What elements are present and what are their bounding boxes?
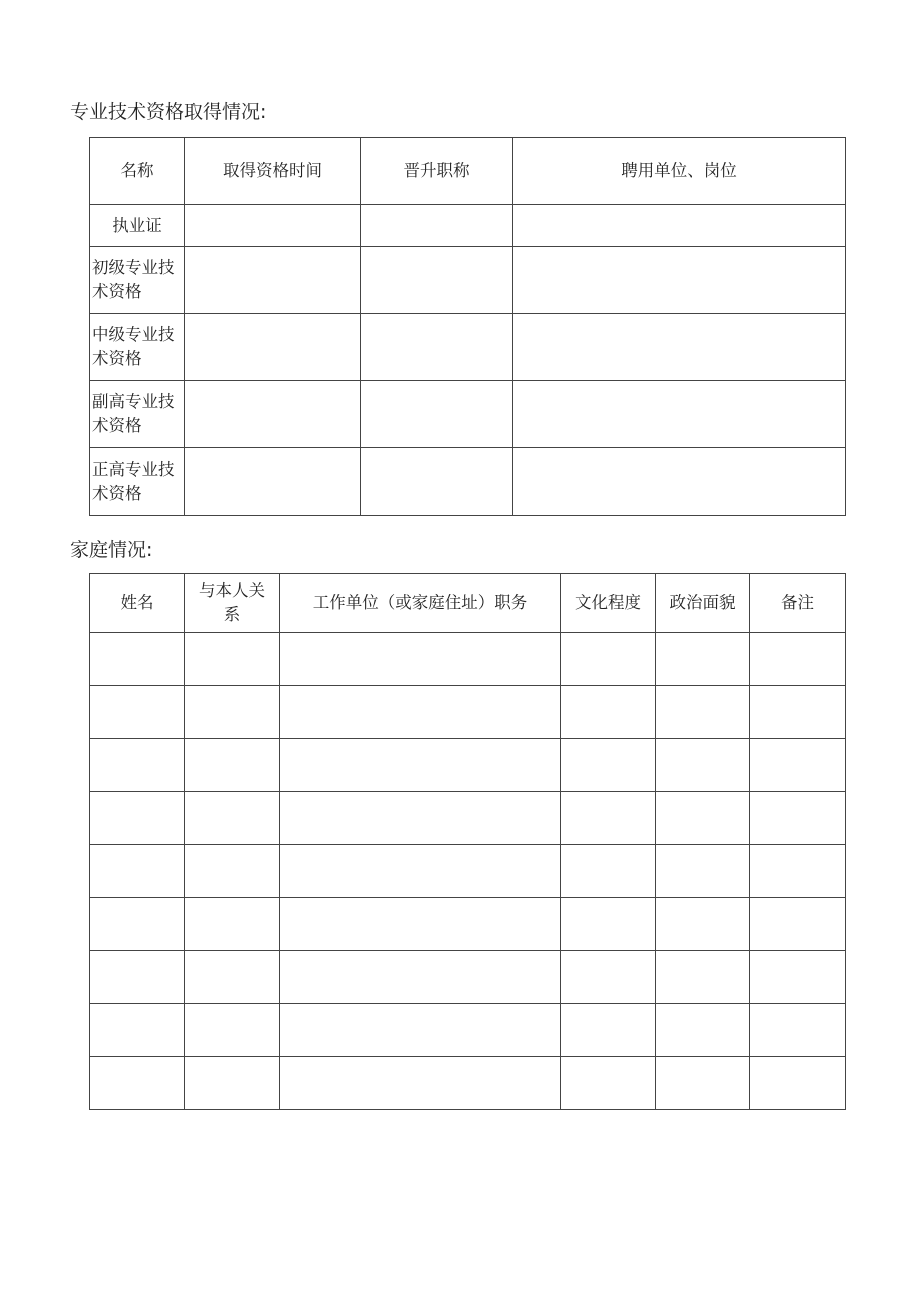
input-cell[interactable] — [280, 898, 561, 951]
input-cell[interactable] — [185, 314, 361, 381]
input-cell[interactable] — [361, 448, 513, 516]
table-row — [90, 247, 846, 314]
input-cell[interactable] — [185, 686, 280, 739]
qualification-name: 副高专业技术资格 — [90, 381, 185, 448]
table-row — [90, 951, 846, 1004]
input-cell[interactable] — [185, 1057, 280, 1110]
table-row — [90, 633, 846, 686]
input-cell[interactable] — [185, 792, 280, 845]
input-cell[interactable] — [90, 898, 185, 951]
input-cell[interactable] — [513, 314, 846, 381]
input-cell[interactable] — [280, 633, 561, 686]
input-cell[interactable] — [90, 951, 185, 1004]
table-row — [90, 448, 846, 516]
input-cell[interactable] — [561, 1004, 656, 1057]
table-row — [90, 205, 846, 247]
table-row — [90, 1004, 846, 1057]
input-cell[interactable] — [561, 633, 656, 686]
table-row — [90, 739, 846, 792]
table-row — [90, 845, 846, 898]
header-cell: 工作单位（或家庭住址）职务 — [280, 574, 561, 633]
input-cell[interactable] — [656, 951, 750, 1004]
header-cell: 政治面貌 — [656, 574, 750, 633]
input-cell[interactable] — [280, 1057, 561, 1110]
input-cell[interactable] — [90, 1004, 185, 1057]
input-cell[interactable] — [90, 1057, 185, 1110]
input-cell[interactable] — [561, 739, 656, 792]
table-row — [90, 1057, 846, 1110]
input-cell[interactable] — [513, 205, 846, 247]
header-cell: 文化程度 — [561, 574, 656, 633]
input-cell[interactable] — [361, 247, 513, 314]
section-title-family: 家庭情况: — [70, 539, 153, 561]
input-cell[interactable] — [280, 792, 561, 845]
qualification-name: 执业证 — [90, 205, 185, 247]
qualifications-table — [89, 137, 846, 516]
input-cell[interactable] — [561, 845, 656, 898]
input-cell[interactable] — [90, 792, 185, 845]
input-cell[interactable] — [656, 633, 750, 686]
input-cell[interactable] — [656, 1057, 750, 1110]
input-cell[interactable] — [185, 1004, 280, 1057]
input-cell[interactable] — [90, 845, 185, 898]
table-row — [90, 686, 846, 739]
family-table — [89, 573, 846, 1110]
qualification-name: 初级专业技术资格 — [90, 247, 185, 314]
header-cell: 与本人关系 — [185, 574, 280, 633]
table-header-row — [90, 574, 846, 633]
input-cell[interactable] — [280, 686, 561, 739]
input-cell[interactable] — [656, 845, 750, 898]
table-row — [90, 314, 846, 381]
input-cell[interactable] — [185, 247, 361, 314]
input-cell[interactable] — [750, 845, 846, 898]
input-cell[interactable] — [185, 845, 280, 898]
input-cell[interactable] — [656, 686, 750, 739]
input-cell[interactable] — [561, 792, 656, 845]
table-row — [90, 898, 846, 951]
input-cell[interactable] — [280, 1004, 561, 1057]
qualification-name: 中级专业技术资格 — [90, 314, 185, 381]
input-cell[interactable] — [280, 951, 561, 1004]
input-cell[interactable] — [280, 739, 561, 792]
input-cell[interactable] — [656, 1004, 750, 1057]
input-cell[interactable] — [185, 898, 280, 951]
input-cell[interactable] — [561, 1057, 656, 1110]
input-cell[interactable] — [561, 686, 656, 739]
input-cell[interactable] — [280, 845, 561, 898]
input-cell[interactable] — [656, 739, 750, 792]
header-cell: 晋升职称 — [361, 138, 513, 205]
input-cell[interactable] — [90, 633, 185, 686]
input-cell[interactable] — [361, 205, 513, 247]
header-cell: 聘用单位、岗位 — [513, 138, 846, 205]
input-cell[interactable] — [90, 686, 185, 739]
input-cell[interactable] — [656, 898, 750, 951]
input-cell[interactable] — [513, 448, 846, 516]
input-cell[interactable] — [185, 448, 361, 516]
section-title-qualifications: 专业技术资格取得情况: — [70, 101, 267, 123]
input-cell[interactable] — [750, 792, 846, 845]
header-cell: 备注 — [750, 574, 846, 633]
input-cell[interactable] — [361, 381, 513, 448]
qualification-name: 正高专业技术资格 — [90, 448, 185, 516]
header-cell: 姓名 — [90, 574, 185, 633]
table-row — [90, 381, 846, 448]
input-cell[interactable] — [185, 381, 361, 448]
header-cell: 名称 — [90, 138, 185, 205]
input-cell[interactable] — [185, 739, 280, 792]
input-cell[interactable] — [750, 633, 846, 686]
input-cell[interactable] — [561, 898, 656, 951]
table-row — [90, 792, 846, 845]
input-cell[interactable] — [656, 792, 750, 845]
input-cell[interactable] — [185, 633, 280, 686]
input-cell[interactable] — [750, 686, 846, 739]
input-cell[interactable] — [750, 898, 846, 951]
header-cell: 取得资格时间 — [185, 138, 361, 205]
input-cell[interactable] — [513, 381, 846, 448]
input-cell[interactable] — [750, 1057, 846, 1110]
input-cell[interactable] — [561, 951, 656, 1004]
input-cell[interactable] — [750, 739, 846, 792]
input-cell[interactable] — [750, 1004, 846, 1057]
input-cell[interactable] — [361, 314, 513, 381]
input-cell[interactable] — [90, 739, 185, 792]
input-cell[interactable] — [185, 205, 361, 247]
input-cell[interactable] — [185, 951, 280, 1004]
input-cell[interactable] — [750, 951, 846, 1004]
input-cell[interactable] — [513, 247, 846, 314]
table-header-row — [90, 138, 846, 205]
